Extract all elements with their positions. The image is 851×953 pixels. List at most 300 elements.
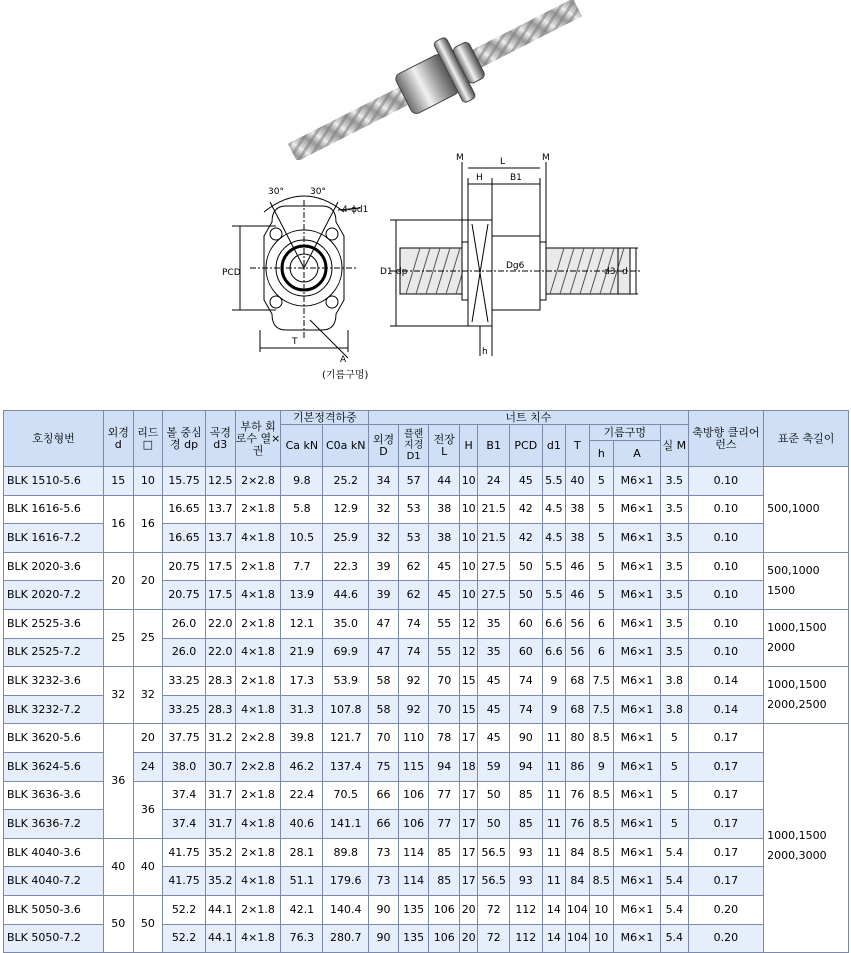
cell-clr: 0.10: [688, 638, 764, 667]
cell-d1: 11: [542, 781, 565, 810]
cell-l: 45: [429, 552, 460, 581]
cell-ca: 5.8: [281, 495, 323, 524]
col-header-b1: B1: [478, 425, 510, 467]
cell-d1: 110: [398, 724, 429, 753]
cell-clr: 0.10: [688, 467, 764, 496]
cell-h: 7.5: [589, 667, 613, 696]
cell-turns: 2×1.8: [235, 781, 281, 810]
cell-l: 38: [429, 524, 460, 553]
cell-m: 5: [661, 752, 689, 781]
cell-pcd: 90: [510, 724, 543, 753]
cell-dp: 38.0: [163, 752, 206, 781]
cell-h: 15: [460, 695, 478, 724]
cell-d1: 6.6: [542, 638, 565, 667]
col-header-root-dia: 곡경 d3: [205, 411, 235, 467]
cell-l: 38: [429, 495, 460, 524]
cell-a: M6×1: [614, 924, 661, 953]
cell-dp: 33.25: [163, 667, 206, 696]
cell-d1: 114: [398, 838, 429, 867]
cell-d: 58: [369, 667, 399, 696]
cell-ca: 13.9: [281, 581, 323, 610]
cell-lead: 10: [133, 467, 163, 496]
cell-lead: 36: [133, 781, 163, 838]
cell-l: 45: [429, 581, 460, 610]
cell-a: M6×1: [614, 581, 661, 610]
cell-turns: 4×1.8: [235, 924, 281, 953]
cell-d3: 13.7: [205, 495, 235, 524]
cell-m: 3.5: [661, 524, 689, 553]
col-header-oil-a: A: [614, 441, 661, 467]
col-header-pcd: PCD: [510, 425, 543, 467]
col-header-t: T: [566, 425, 589, 467]
cell-dp: 37.75: [163, 724, 206, 753]
cell-turns: 2×2.8: [235, 467, 281, 496]
cell-m: 5.4: [661, 924, 689, 953]
cell-d1: 5.5: [542, 467, 565, 496]
cell-m: 5: [661, 810, 689, 839]
cell-d: 73: [369, 867, 399, 896]
cell-m: 3.5: [661, 467, 689, 496]
cell-clr: 0.14: [688, 667, 764, 696]
col-header-seal: 실 M: [661, 425, 689, 467]
cell-b1: 27.5: [478, 581, 510, 610]
d3-label: d3: [604, 267, 616, 277]
cell-c0a: 179.6: [323, 867, 369, 896]
cell-h: 17: [460, 724, 478, 753]
cell-d1: 11: [542, 724, 565, 753]
cell-t: 68: [566, 695, 589, 724]
cell-turns: 2×2.8: [235, 724, 281, 753]
dp-label: dp: [396, 267, 408, 277]
col-header-c0a: C0a kN: [323, 425, 369, 467]
cell-l: 77: [429, 781, 460, 810]
cell-clr: 0.17: [688, 752, 764, 781]
cell-h: 10: [460, 581, 478, 610]
table-row: [4, 667, 849, 696]
cell-turns: 2×1.8: [235, 609, 281, 638]
cell-a: M6×1: [614, 667, 661, 696]
cell-clr: 0.17: [688, 810, 764, 839]
cell-turns: 4×1.8: [235, 867, 281, 896]
cell-d: 66: [369, 781, 399, 810]
cell-c0a: 25.9: [323, 524, 369, 553]
cell-t: 76: [566, 781, 589, 810]
cell-standard-length: 500,1000: [764, 467, 849, 553]
cell-model: BLK 4040-7.2: [4, 867, 104, 896]
cell-l: 70: [429, 695, 460, 724]
cell-h: 10: [460, 495, 478, 524]
table-row: [4, 895, 849, 924]
cell-clr: 0.17: [688, 724, 764, 753]
cell-ca: 46.2: [281, 752, 323, 781]
cell-model: BLK 1510-5.6: [4, 467, 104, 496]
col-header-nut-outer: 외경 D: [369, 425, 399, 467]
cell-d1: 115: [398, 752, 429, 781]
cell-d1: 6.6: [542, 609, 565, 638]
col-header-ball-center: 볼 중심경 dp: [163, 411, 206, 467]
l-label: L: [500, 157, 506, 167]
cell-h: 17: [460, 838, 478, 867]
cell-d: 73: [369, 838, 399, 867]
cell-d3: 35.2: [205, 867, 235, 896]
cell-t: 76: [566, 810, 589, 839]
cell-d1: 106: [398, 781, 429, 810]
cell-d: 39: [369, 581, 399, 610]
cell-outer-dia: 40: [103, 838, 133, 895]
cell-pcd: 60: [510, 638, 543, 667]
cell-b1: 35: [478, 609, 510, 638]
cell-outer-dia: 16: [103, 495, 133, 552]
pcd-label: PCD: [222, 268, 241, 278]
cell-m: 5.4: [661, 867, 689, 896]
d1-label: D1: [380, 267, 393, 277]
cell-l: 70: [429, 667, 460, 696]
cell-clr: 0.20: [688, 895, 764, 924]
cell-m: 3.5: [661, 552, 689, 581]
cell-d: 90: [369, 924, 399, 953]
cell-l: 106: [429, 924, 460, 953]
cell-dp: 15.75: [163, 467, 206, 496]
cell-model: BLK 3232-3.6: [4, 667, 104, 696]
hole-label: 4-ϕd1: [342, 205, 369, 215]
cell-t: 56: [566, 638, 589, 667]
col-header-model: 호칭형번: [4, 411, 104, 467]
cell-b1: 35: [478, 638, 510, 667]
cell-l: 77: [429, 810, 460, 839]
cell-d1: 106: [398, 810, 429, 839]
cell-model: BLK 2020-3.6: [4, 552, 104, 581]
cell-t: 38: [566, 495, 589, 524]
cell-h: 8.5: [589, 724, 613, 753]
cell-lead: 40: [133, 838, 163, 895]
cell-b1: 50: [478, 810, 510, 839]
cell-a: M6×1: [614, 609, 661, 638]
cell-l: 44: [429, 467, 460, 496]
cell-c0a: 137.4: [323, 752, 369, 781]
cell-d1: 92: [398, 667, 429, 696]
cell-d1: 14: [542, 895, 565, 924]
cell-d3: 31.2: [205, 724, 235, 753]
cell-t: 86: [566, 752, 589, 781]
cell-outer-dia: 15: [103, 467, 133, 496]
cell-d: 47: [369, 609, 399, 638]
cell-h: 12: [460, 638, 478, 667]
table-row: [4, 609, 849, 638]
cell-model: BLK 1616-7.2: [4, 524, 104, 553]
d-label: d: [622, 267, 628, 277]
cell-pcd: 45: [510, 467, 543, 496]
cell-a: M6×1: [614, 867, 661, 896]
cell-standard-length: 500,1000 1500: [764, 552, 849, 609]
cell-model: BLK 3636-7.2: [4, 810, 104, 839]
cell-c0a: 140.4: [323, 895, 369, 924]
cell-d1: 74: [398, 638, 429, 667]
cell-turns: 4×1.8: [235, 524, 281, 553]
oil-hole-caption: (기름구멍): [322, 370, 369, 381]
cell-turns: 4×1.8: [235, 695, 281, 724]
cell-clr: 0.10: [688, 581, 764, 610]
cell-d: 75: [369, 752, 399, 781]
cell-b1: 72: [478, 895, 510, 924]
cell-d: 66: [369, 810, 399, 839]
table-row: [4, 724, 849, 753]
table-row: [4, 495, 849, 524]
cell-a: M6×1: [614, 838, 661, 867]
cell-d3: 31.7: [205, 781, 235, 810]
cell-d3: 44.1: [205, 895, 235, 924]
cell-clr: 0.10: [688, 524, 764, 553]
m-right-label: M: [542, 153, 550, 163]
cell-d: 47: [369, 638, 399, 667]
cell-d1: 4.5: [542, 524, 565, 553]
cell-c0a: 280.7: [323, 924, 369, 953]
cell-h: 8.5: [589, 867, 613, 896]
cell-lead: 25: [133, 609, 163, 666]
cell-t: 84: [566, 867, 589, 896]
cell-d: 90: [369, 895, 399, 924]
cell-m: 3.5: [661, 581, 689, 610]
cell-a: M6×1: [614, 495, 661, 524]
cell-turns: 4×1.8: [235, 581, 281, 610]
cell-d3: 22.0: [205, 609, 235, 638]
cell-h: 17: [460, 867, 478, 896]
cell-dp: 26.0: [163, 609, 206, 638]
cell-ca: 17.3: [281, 667, 323, 696]
cell-d1: 5.5: [542, 552, 565, 581]
cell-h: 20: [460, 924, 478, 953]
cell-d3: 31.7: [205, 810, 235, 839]
cell-lead: 20: [133, 724, 163, 753]
cell-model: BLK 1616-5.6: [4, 495, 104, 524]
cell-d1: 135: [398, 895, 429, 924]
cell-t: 56: [566, 609, 589, 638]
cell-d1: 135: [398, 924, 429, 953]
col-header-h: H: [460, 425, 478, 467]
cell-a: M6×1: [614, 524, 661, 553]
cell-l: 55: [429, 638, 460, 667]
cell-d: 32: [369, 495, 399, 524]
cell-h: 5: [589, 581, 613, 610]
cell-pcd: 42: [510, 524, 543, 553]
cell-ca: 10.5: [281, 524, 323, 553]
cell-turns: 2×1.8: [235, 667, 281, 696]
cell-d3: 12.5: [205, 467, 235, 496]
cell-outer-dia: 32: [103, 667, 133, 724]
cell-clr: 0.17: [688, 838, 764, 867]
cell-c0a: 44.6: [323, 581, 369, 610]
b1-label: B1: [510, 173, 522, 183]
cell-clr: 0.20: [688, 924, 764, 953]
cell-pcd: 112: [510, 924, 543, 953]
cell-b1: 24: [478, 467, 510, 496]
cell-outer-dia: 25: [103, 609, 133, 666]
cell-ca: 12.1: [281, 609, 323, 638]
cell-c0a: 35.0: [323, 609, 369, 638]
cell-clr: 0.17: [688, 781, 764, 810]
cell-d1: 114: [398, 867, 429, 896]
cell-d1: 5.5: [542, 581, 565, 610]
col-header-outer-dia: 외경 d: [103, 411, 133, 467]
cell-outer-dia: 36: [103, 724, 133, 838]
cell-outer-dia: 50: [103, 895, 133, 952]
cell-h: 10: [589, 924, 613, 953]
cell-model: BLK 2525-7.2: [4, 638, 104, 667]
cell-dp: 26.0: [163, 638, 206, 667]
cell-c0a: 89.8: [323, 838, 369, 867]
cell-h: 8.5: [589, 810, 613, 839]
cell-outer-dia: 20: [103, 552, 133, 609]
col-header-nut-dims: 너트 치수: [369, 411, 688, 425]
cell-h: 10: [460, 524, 478, 553]
cell-c0a: 107.8: [323, 695, 369, 724]
cell-ca: 9.8: [281, 467, 323, 496]
col-header-axial-clearance: 축방향 클리어런스: [688, 411, 764, 467]
cell-clr: 0.14: [688, 695, 764, 724]
cell-pcd: 93: [510, 867, 543, 896]
cell-pcd: 50: [510, 552, 543, 581]
col-header-lead: 리드 □: [133, 411, 163, 467]
dimension-drawing: [210, 150, 650, 390]
cell-d1: 4.5: [542, 495, 565, 524]
cell-m: 3.8: [661, 695, 689, 724]
cell-b1: 72: [478, 924, 510, 953]
cell-h: 10: [460, 467, 478, 496]
table-row: [4, 467, 849, 496]
cell-pcd: 50: [510, 581, 543, 610]
cell-ca: 42.1: [281, 895, 323, 924]
a-label: A: [340, 355, 347, 365]
cell-ca: 21.9: [281, 638, 323, 667]
cell-turns: 2×2.8: [235, 752, 281, 781]
cell-h: 15: [460, 667, 478, 696]
cell-clr: 0.10: [688, 609, 764, 638]
cell-clr: 0.17: [688, 867, 764, 896]
cell-h: 12: [460, 609, 478, 638]
cell-dp: 37.4: [163, 781, 206, 810]
cell-d3: 17.5: [205, 552, 235, 581]
cell-m: 5.4: [661, 838, 689, 867]
cell-pcd: 94: [510, 752, 543, 781]
cell-h: 5: [589, 524, 613, 553]
cell-a: M6×1: [614, 752, 661, 781]
cell-b1: 56.5: [478, 838, 510, 867]
cell-ca: 22.4: [281, 781, 323, 810]
cell-pcd: 74: [510, 667, 543, 696]
cell-turns: 2×1.8: [235, 552, 281, 581]
cell-d1: 62: [398, 552, 429, 581]
cell-lead: 50: [133, 895, 163, 952]
dg6-label: Dg6: [506, 261, 525, 271]
cell-a: M6×1: [614, 695, 661, 724]
angle-right-label: 30°: [310, 187, 326, 197]
front-view: [232, 196, 360, 358]
cell-model: BLK 3636-3.6: [4, 781, 104, 810]
cell-dp: 16.65: [163, 495, 206, 524]
table-row: [4, 838, 849, 867]
cell-t: 40: [566, 467, 589, 496]
cell-h: 17: [460, 781, 478, 810]
cell-d1: 9: [542, 667, 565, 696]
cell-dp: 37.4: [163, 810, 206, 839]
cell-d1: 11: [542, 867, 565, 896]
cell-t: 104: [566, 924, 589, 953]
cell-l: 55: [429, 609, 460, 638]
cell-h: 7.5: [589, 695, 613, 724]
cell-model: BLK 3620-5.6: [4, 724, 104, 753]
cell-ca: 39.8: [281, 724, 323, 753]
cell-l: 94: [429, 752, 460, 781]
cell-a: M6×1: [614, 724, 661, 753]
cell-ca: 51.1: [281, 867, 323, 896]
cell-m: 3.8: [661, 667, 689, 696]
cell-model: BLK 2020-7.2: [4, 581, 104, 610]
cell-m: 5: [661, 781, 689, 810]
cell-h: 9: [589, 752, 613, 781]
cell-dp: 33.25: [163, 695, 206, 724]
cell-t: 104: [566, 895, 589, 924]
cell-a: M6×1: [614, 810, 661, 839]
cell-a: M6×1: [614, 552, 661, 581]
cell-m: 3.5: [661, 495, 689, 524]
cell-d3: 35.2: [205, 838, 235, 867]
cell-t: 68: [566, 667, 589, 696]
t-label: T: [292, 337, 298, 347]
cell-h: 8.5: [589, 781, 613, 810]
cell-d1: 53: [398, 524, 429, 553]
cell-dp: 20.75: [163, 581, 206, 610]
cell-d3: 13.7: [205, 524, 235, 553]
ball-screw-photo: [285, 0, 585, 160]
cell-pcd: 42: [510, 495, 543, 524]
cell-pcd: 74: [510, 695, 543, 724]
cell-b1: 59: [478, 752, 510, 781]
cell-l: 78: [429, 724, 460, 753]
col-header-basic-load: 기본정격하중: [281, 411, 369, 425]
cell-dp: 16.65: [163, 524, 206, 553]
cell-d3: 17.5: [205, 581, 235, 610]
col-header-flange-outer: 플랜 지경 D1: [398, 425, 429, 467]
cell-lead: 16: [133, 495, 163, 552]
col-header-oil-hole: 기름구멍: [589, 425, 660, 441]
cell-model: BLK 4040-3.6: [4, 838, 104, 867]
cell-ca: 40.6: [281, 810, 323, 839]
cell-d1: 57: [398, 467, 429, 496]
cell-clr: 0.10: [688, 495, 764, 524]
cell-dp: 52.2: [163, 924, 206, 953]
cell-b1: 45: [478, 724, 510, 753]
cell-t: 46: [566, 552, 589, 581]
cell-d3: 28.3: [205, 667, 235, 696]
cell-pcd: 60: [510, 609, 543, 638]
col-header-d1: d1: [542, 425, 565, 467]
cell-pcd: 93: [510, 838, 543, 867]
cell-t: 46: [566, 581, 589, 610]
cell-turns: 4×1.8: [235, 638, 281, 667]
cell-d3: 28.3: [205, 695, 235, 724]
cell-lead: 32: [133, 667, 163, 724]
cell-turns: 2×1.8: [235, 895, 281, 924]
cell-b1: 56.5: [478, 867, 510, 896]
cell-c0a: 70.5: [323, 781, 369, 810]
cell-c0a: 25.2: [323, 467, 369, 496]
cell-d1: 9: [542, 695, 565, 724]
col-header-oil-h: h: [589, 441, 613, 467]
h-small-label: h: [482, 347, 488, 357]
cell-model: BLK 5050-3.6: [4, 895, 104, 924]
cell-b1: 21.5: [478, 524, 510, 553]
cell-t: 84: [566, 838, 589, 867]
cell-model: BLK 2525-3.6: [4, 609, 104, 638]
